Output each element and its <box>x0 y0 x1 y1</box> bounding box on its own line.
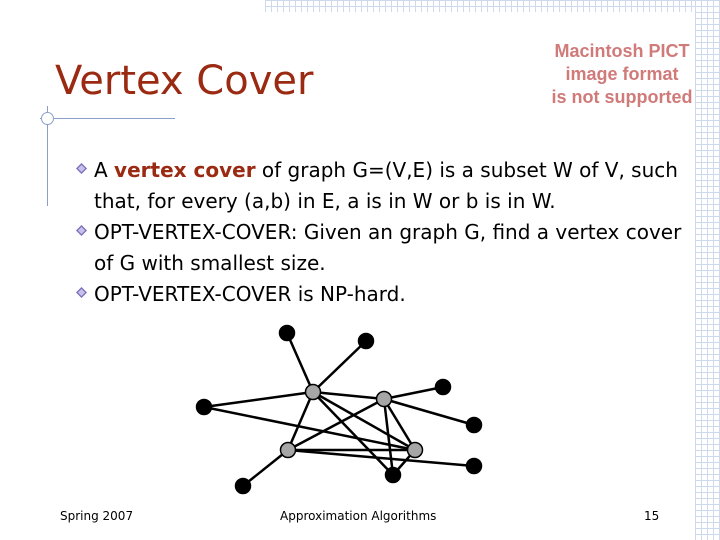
graph-edge <box>384 387 443 399</box>
bullet-text: of graph G=(V,E) is a subset W of V, such that, for every (a,b) in E, a is in W or b is in W. <box>94 158 678 213</box>
placeholder-line: Macintosh PICT <box>554 41 690 61</box>
cover-vertex <box>281 443 296 458</box>
bullet-text: OPT-VERTEX-COVER: Given an graph G, find a vertex cover of G with smallest size. <box>94 220 682 275</box>
slide-title: Vertex Cover <box>55 58 314 104</box>
graph-edge <box>204 407 415 450</box>
graph-vertex <box>359 334 374 349</box>
footer-title: Approximation Algorithms <box>280 509 437 523</box>
graph-edge <box>287 333 313 392</box>
bullet-highlight: vertex cover <box>114 158 256 182</box>
graph-edge <box>288 392 313 450</box>
graph-vertex <box>236 479 251 494</box>
graph-vertex <box>280 326 295 341</box>
graph-edge <box>204 392 313 407</box>
graph-vertex <box>436 380 451 395</box>
graph-vertex <box>197 400 212 415</box>
graph-vertex <box>467 459 482 474</box>
placeholder-line: is not supported <box>551 87 693 107</box>
graph-edge <box>313 341 366 392</box>
graph-edge <box>243 450 288 486</box>
graph-edge <box>313 392 415 450</box>
bullet-text: A <box>94 158 115 182</box>
bullet-text: OPT-VERTEX-COVER is NP-hard. <box>94 282 406 306</box>
footer-date: Spring 2007 <box>60 509 134 523</box>
page-number: 15 <box>644 509 660 523</box>
graph-vertex <box>386 468 401 483</box>
graph-vertex <box>467 418 482 433</box>
cover-vertex <box>377 392 392 407</box>
cover-vertex <box>306 385 321 400</box>
cover-vertex <box>408 443 423 458</box>
placeholder-line: image format <box>565 64 679 84</box>
